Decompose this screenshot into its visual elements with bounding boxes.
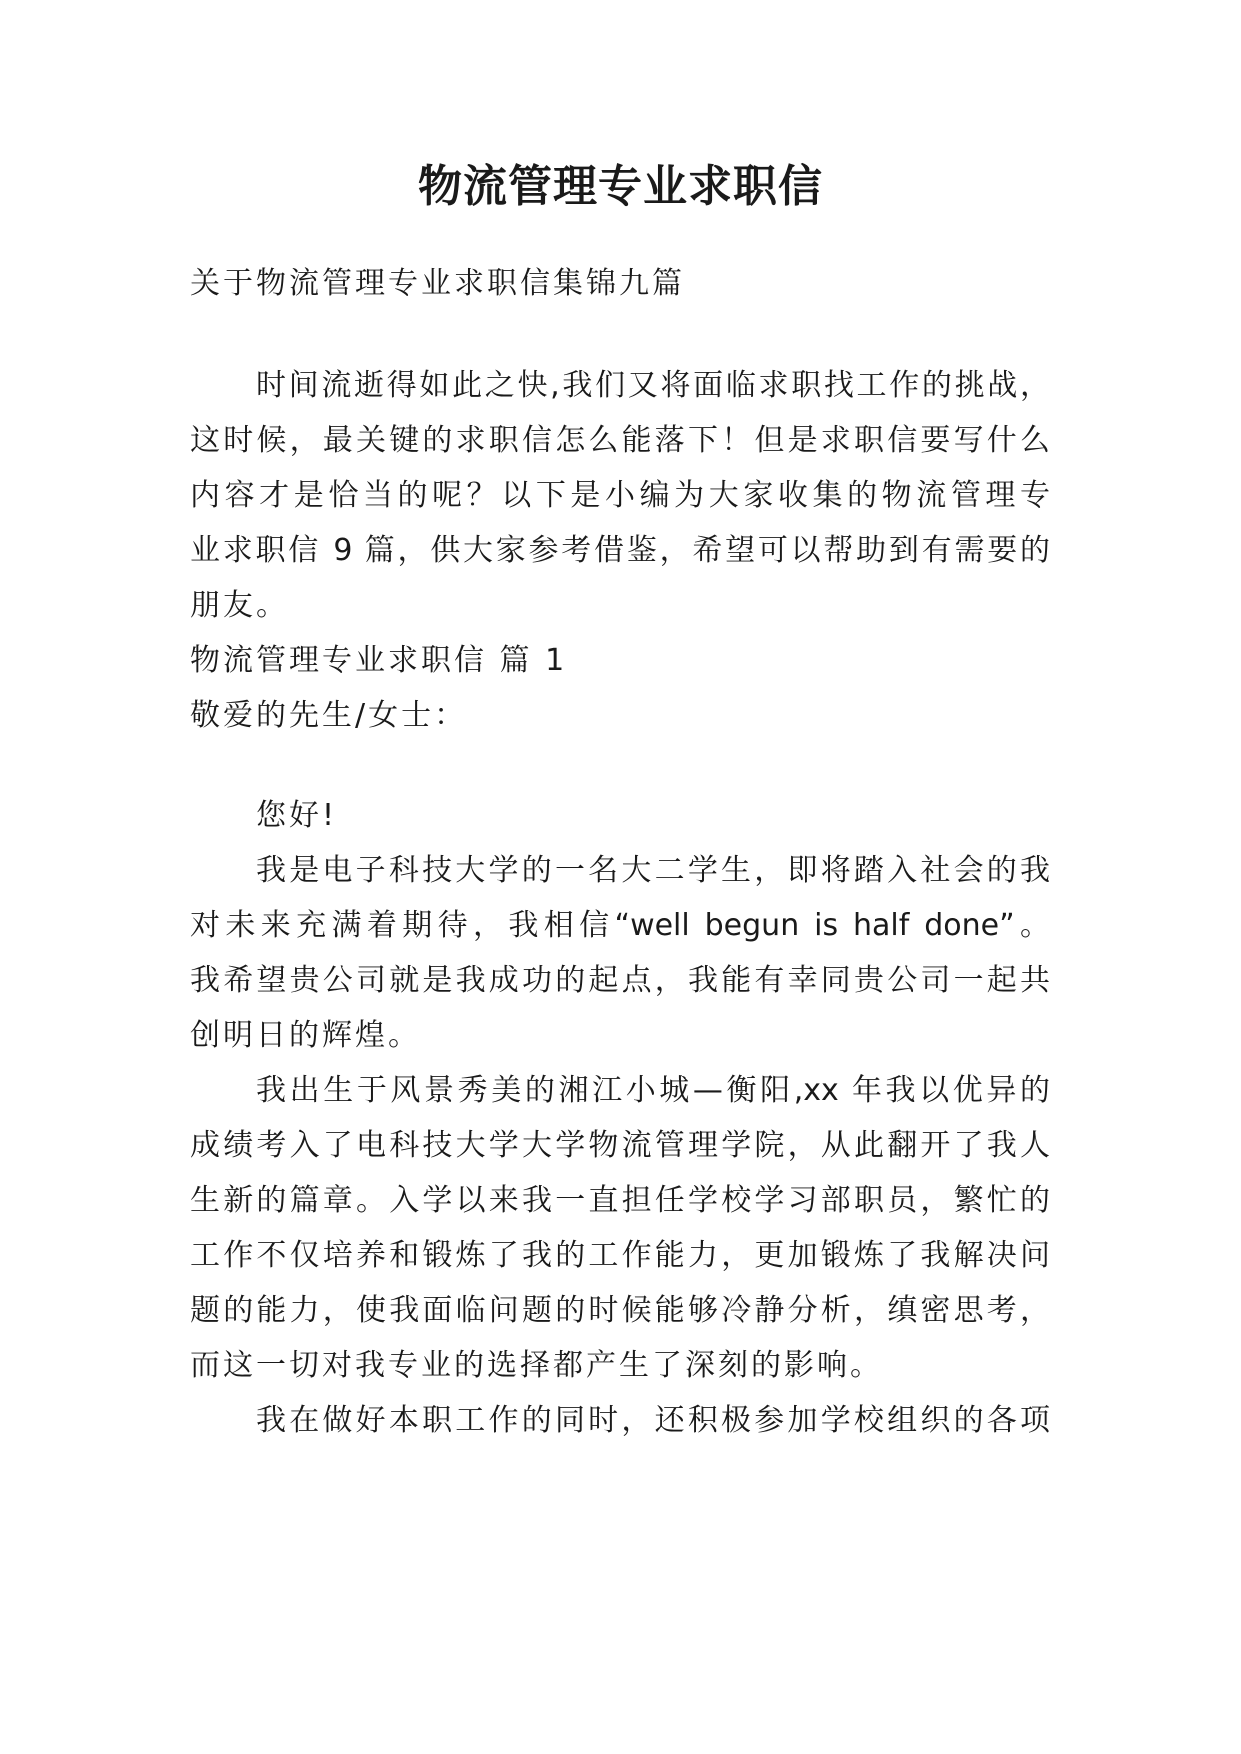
salutation: 敬爱的先生/女士： [190,698,468,733]
para2-line-3: 生新的篇章。入学以来我一直担任学校学习部职员，繁忙的 [190,1183,1050,1218]
para1-line-4: 创明日的辉煌。 [190,1018,421,1053]
intro-line-4: 业求职信 9 篇，供大家参考借鉴，希望可以帮助到有需要的 [190,533,1050,568]
para2-line-6: 而这一切对我专业的选择都产生了深刻的影响。 [190,1348,883,1383]
document-subtitle: 关于物流管理专业求职信集锦九篇 [190,266,685,301]
intro-line-3: 内容才是恰当的呢？以下是小编为大家收集的物流管理专 [190,478,1050,513]
intro-line-1: 时间流逝得如此之快,我们又将面临求职找工作的挑战， [256,368,1050,403]
para1-line-3: 我希望贵公司就是我成功的起点，我能有幸同贵公司一起共 [190,963,1050,998]
section-heading: 物流管理专业求职信 篇 1 [190,643,568,678]
para2-line-1: 我出生于风景秀美的湘江小城—衡阳,xx 年我以优异的 [256,1073,1050,1108]
para3-line-1: 我在做好本职工作的同时，还积极参加学校组织的各项 [256,1403,1050,1438]
greeting: 您好! [256,798,338,833]
para1-line-1: 我是电子科技大学的一名大二学生，即将踏入社会的我 [256,853,1050,888]
para2-line-2: 成绩考入了电科技大学大学物流管理学院，从此翻开了我人 [190,1128,1050,1163]
intro-line-2: 这时候，最关键的求职信怎么能落下！但是求职信要写什么 [190,423,1050,458]
page-title: 物流管理专业求职信 [418,161,823,212]
para2-line-5: 题的能力，使我面临问题的时候能够冷静分析，缜密思考， [190,1293,1050,1328]
para2-line-4: 工作不仅培养和锻炼了我的工作能力，更加锻炼了我解决问 [190,1238,1050,1273]
intro-line-5: 朋友。 [190,588,289,623]
para1-line-2: 对未来充满着期待，我相信“well begun is half done”。 [190,908,1050,943]
